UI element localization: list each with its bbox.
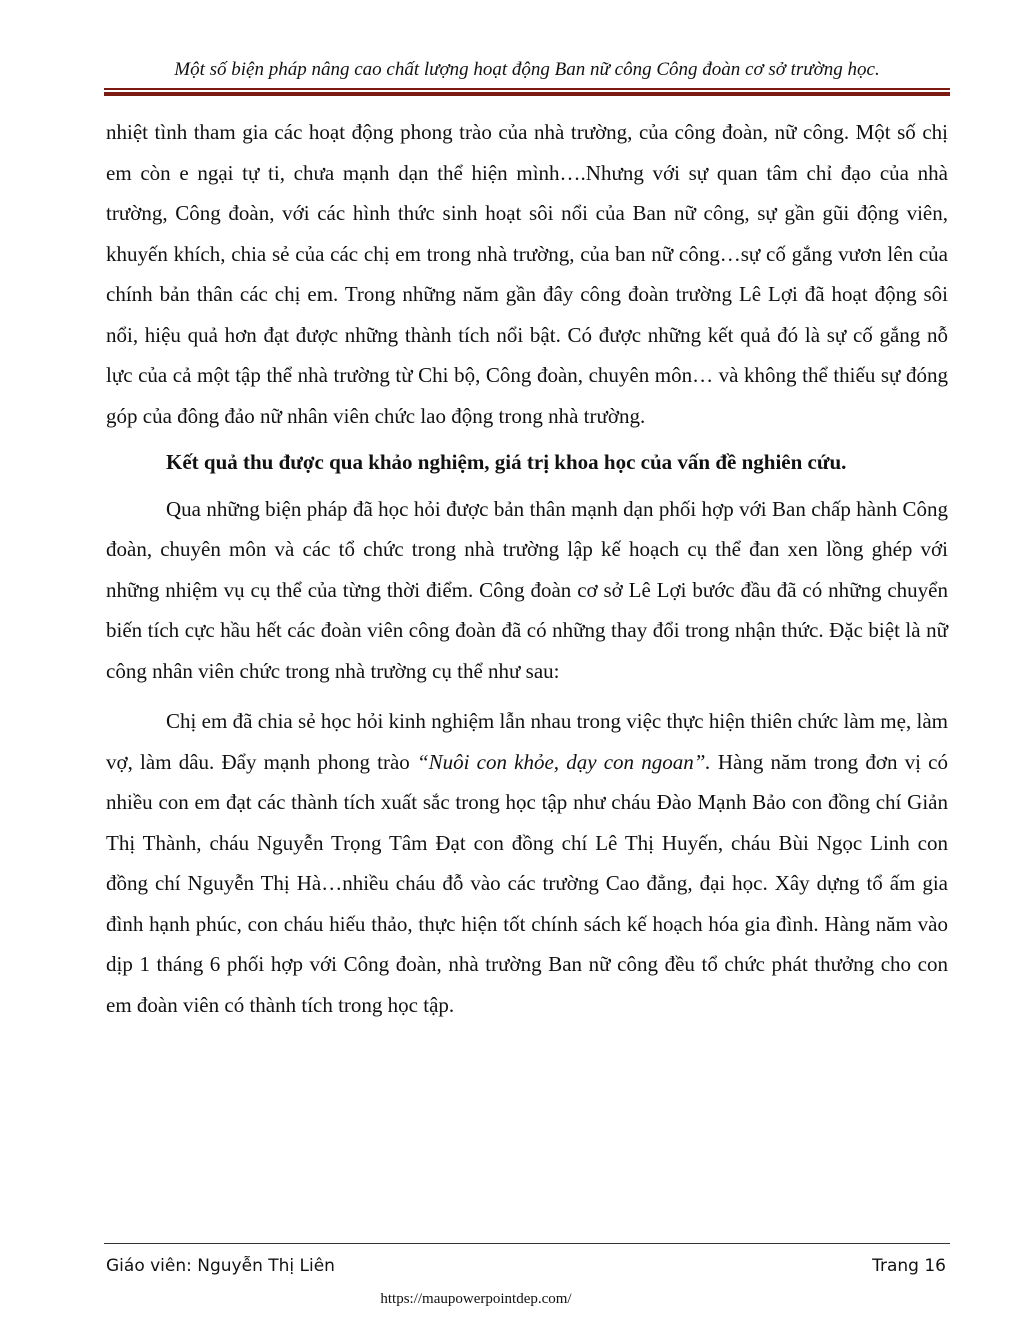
movement-name-quote: “Nuôi con khỏe, dạy con ngoan”. xyxy=(416,749,711,774)
page-body xyxy=(106,112,948,1025)
section-heading: Kết quả thu được qua khảo nghiệm, giá trị khoa học của vấn đề nghiên cứu. xyxy=(166,450,847,474)
paragraph-3 xyxy=(106,701,948,1025)
paragraph-3-text-start: Chị em đã chia sẻ học hỏi kinh nghiệm lẫn nhau trong việc thực hiện thiên chức làm mẹ, làm vợ, làm dâu. Đẩy mạnh phong trào xyxy=(106,709,948,774)
footer-url-link[interactable]: https://maupowerpointdep.com/ xyxy=(380,1291,572,1307)
paragraph-1: nhiệt tình tham gia các hoạt động phong trào của nhà trường, của công đoàn, nữ công. Một số chị em còn e ngại tự ti, chưa mạnh dạn thể hiện mình….Nhưng với sự quan tâm chỉ đạo của nhà trường, Công đoàn, với các hình thức sinh hoạt sôi nổi của Ban nữ công, sự gần gũi động viên, khuyến khích, chia sẻ của các chị em trong nhà trường, của ban nữ công…sự cố gắng vươn lên của chính bản thân các chị em. Trong những năm gần đây công đoàn trường Lê Lợi đã hoạt động sôi nổi, hiệu quả hơn đạt được những thành tích nổi bật. Có được những kết quả đó là sự cố gắng nỗ lực của cả một tập thể nhà trường từ Chi bộ, Công đoàn, chuyên môn… và không thể thiếu sự đóng góp của đông đảo nữ nhân viên chức lao động trong nhà trường. xyxy=(106,120,948,428)
page-number: Trang 16 xyxy=(872,1256,946,1276)
footer-author: Giáo viên: Nguyễn Thị Liên xyxy=(106,1256,335,1276)
paragraph-2: Qua những biện pháp đã học hỏi được bản thân mạnh dạn phối hợp với Ban chấp hành Công đoàn, chuyên môn và các tổ chức trong nhà trường lập kế hoạch cụ thể đan xen lồng ghép với những nhiệm vụ cụ thể của từng thời điểm. Công đoàn cơ sở Lê Lợi bước đầu đã có những chuyển biến tích cực hầu hết các đoàn viên công đoàn đã có những thay đổi trong nhận thức. Đặc biệt là nữ công nhân viên chức trong nhà trường cụ thể như sau: xyxy=(106,496,948,683)
running-header: Một số biện pháp nâng cao chất lượng hoạt động Ban nữ công Công đoàn cơ sở trường học. xyxy=(174,59,880,80)
header-rule xyxy=(104,88,950,96)
paragraph-3-text-end: Hàng năm trong đơn vị có nhiều con em đạt các thành tích xuất sắc trong học tập như cháu Đào Mạnh Bảo con đồng chí Giản Thị Thành, cháu Nguyễn Trọng Tâm Đạt con đồng chí Lê Thị Huyến, cháu Bùi Ngọc Linh con đồng chí Nguyễn Thị Hà…nhiều cháu đỗ vào các trường Cao đẳng, đại học. Xây dựng tổ ấm gia đình hạnh phúc, con cháu hiếu thảo, thực hiện tốt chính sách kế hoạch hóa gia đình. Hàng năm vào dịp 1 tháng 6 phối hợp với Công đoàn, nhà trường Ban nữ công đều tổ chức phát thưởng cho con em đoàn viên có thành tích trong học tập. xyxy=(106,749,948,1017)
footer-rule xyxy=(104,1243,950,1244)
